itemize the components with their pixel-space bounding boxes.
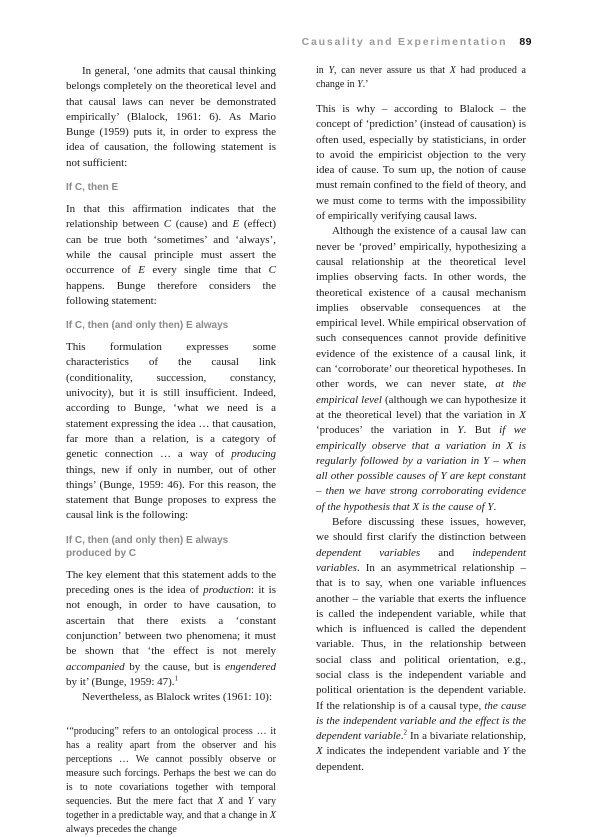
block-quote — [66, 725, 276, 837]
quote-text: ‘“producing” refers to an ontological process … it has a reality apart from the observer and his perceptions … We cannot possibly observe or measure such forcings. Perhaps the best we can do is to note covariations together with temporal sequencies. But the mere fact that X and Y vary together in a predictable way, and that a change in X always precedes the change — [66, 726, 276, 836]
left-column — [66, 64, 276, 837]
paragraph-2: In that this affirmation indicates that the relationship between C (cause) and E (effect) can be true both ‘sometimes’ and ‘always’, while the causal principle must assert the occurrence of E every single time that C happens. Bunge therefore considers the following statement: — [66, 203, 277, 307]
footnote-ref-1[interactable]: 1 — [174, 674, 179, 683]
running-title: Causality and Experimentation — [301, 36, 508, 48]
quote-text-continued: in Y, can never assure us that X had produced a change in Y.’ — [316, 65, 526, 90]
paragraph-5: Nevertheless, as Blalock writes (1961: 10): — [82, 691, 273, 704]
statement-heading-3: If C, then (and only then) E always produced by C — [66, 534, 229, 559]
paragraph-8: Before discussing these issues, however, we should first clarify the distinction between dependent variables and independent variables. In an asymmetrical relationship – that is to say, when one variable influences another – the variable that exerts the influence is called the independent variable, while that which is influenced is called the dependent variable. Thus, in the relationship between social class and political orientation, e.g., social class is the independent variable and political orientation is the dependent variable. If the relationship is of a causal type, the cause is the independent variable and the effect is the dependent variable.$^2$ In a bivariate relationship, X indicates the independent variable and Y the dependent. — [316, 516, 526, 773]
right-column — [316, 64, 526, 775]
paragraph-7: Although the existence of a causal law can never be ‘proved’ empirically, hypothesizing a causal relationship at the theoretical level implies observing facts. In other words, the theoretical existence of a causal mechanism implies observable consequences at the empirical level. While empirical observation of such consequences cannot provide definitive evidence of the existence of a causal link, it can ‘corroborate’ our theoretical hypotheses. In other words, we can never state, at the empirical level (although we can hypothesize it at the theoretical level) that the variation in X ‘produces’ the variation in Y. But if we empirically observe that a variation in X is regularly followed by a variation in Y – when all other possible causes of Y are kept constant – then we have strong corroborating evidence of the hypothesis that X is the cause of Y. — [316, 225, 527, 513]
page-number: 89 — [519, 36, 532, 48]
statement-heading-2: If C, then (and only then) E always — [66, 320, 229, 332]
paragraph-3: This formulation expresses some characteristics of the causal link (conditionality, succession, constancy, univocity), but it is still insufficient. Indeed, according to Bunge, ‘what we need is a statement expressing the idea … that causation, far more than a relation, is a category of genetic connection … a way of producing things, new if only in number, out of other things’ (Bunge, 1959: 46). For this reason, the statement that Bunge proposes to express the causal link is the following: — [66, 341, 276, 522]
paragraph-4: The key element that this statement adds to the preceding ones is the idea of production: it is not enough, in order to have causation, to ascertain that there exists a ‘constant conjunction’ between two phenomena; it must be shown that ‘the effect is not merely accompanied by the cause, but is engendered by it’ (Bunge, 1959: 47).$^1$ — [66, 568, 276, 688]
footnote-ref-2[interactable]: 2 — [403, 728, 408, 737]
statement-heading-1: If C, then E — [66, 182, 119, 194]
running-header — [66, 36, 532, 48]
paragraph-6: This is why – according to Blalock – the concept of ‘prediction’ (instead of causation) is often used, especially by statisticians, in order to avoid the empiricist objection to the very idea of cause. To sum up, the notion of cause must remain confined to the field of theory, and we must come to terms with the impossibility of empirically verifying causal laws. — [316, 103, 526, 223]
block-quote-continued — [316, 64, 526, 92]
paragraph-1: In general, ‘one admits that causal thinking belongs completely on the theoretical level and that causal laws can never be demonstrated empirically’ (Blalock, 1961: 6). As Mario Bunge (1959) puts it, in order to express the idea of causation, the following statement is not sufficient: — [66, 65, 276, 169]
